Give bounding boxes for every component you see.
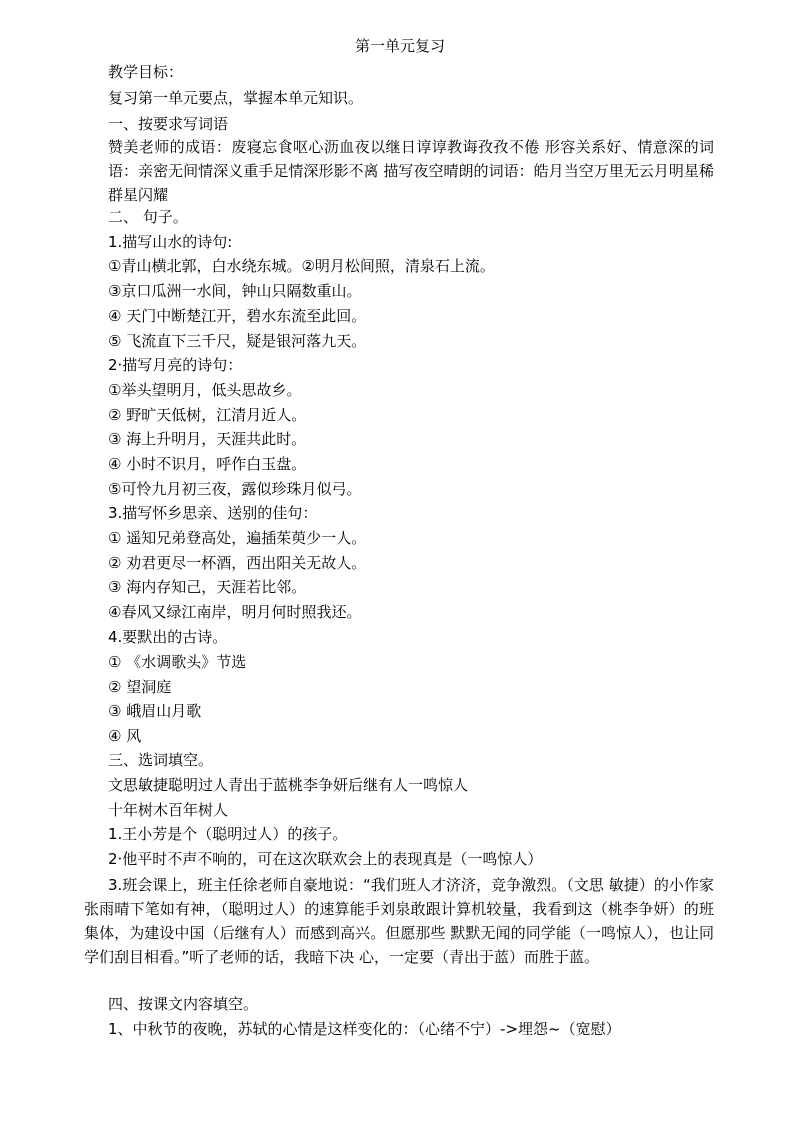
s2-1-item: ⑤ 飞流直下三千尺，疑是银河落九天。 (108, 332, 367, 350)
goal-heading: 教学目标： (108, 63, 184, 81)
section-3-heading: 三、选词填空。 (108, 751, 214, 769)
s3-question: 2·他平时不声不响的，可在这次联欢会上的表现真是（一鸣惊人） (108, 850, 543, 868)
s4-question: 1、中秋节的夜晚，苏轼的心情是这样变化的：（心绪不宁）->埋怨~（宽慰） (108, 1020, 621, 1038)
s2-2-item: ③ 海上升明月，天涯共此时。 (108, 430, 307, 448)
goal-text: 复习第一单元要点，掌握本单元知识。 (108, 89, 364, 107)
s2-1-item: ①青山横北郭，白水绕东城。②明月松间照，清泉石上流。 (108, 257, 495, 275)
s2-3-item: ② 劝君更尽一杯酒，西出阳关无故人。 (108, 554, 367, 572)
s3-word-bank: 文思敏捷聪明过人青出于蓝桃李争妍后继有人一鸣惊人 (108, 776, 469, 794)
s3-question: 3.班会课上，班主任徐老师自豪地说：“我们班人才济济，竞争激烈。（文思 敏捷）的小作家张雨晴下笔如有神，（聪明过人）的速算能手刘泉敢跟计算机较量，我看到这（桃李争妍）的班集体，为建设中国（后继有人）而感到高兴。但愿那些 默默无闻的同学能（一鸣惊人），也让同学们刮目相看。”听了老师的话，我暗下决 心，一定要（青出于蓝）而胜于蓝。 (84, 876, 714, 966)
page-title: 第一单元复习 (354, 37, 445, 55)
s2-2-item: ④ 小时不识月，呼作白玉盘。 (108, 455, 307, 473)
s2-1-heading: 1.描写山水的诗句: (108, 233, 233, 251)
s2-2-item: ⑤可怜九月初三夜，露似珍珠月似弓。 (108, 480, 362, 498)
s2-3-item: ③ 海内存知己，天涯若比邻。 (108, 578, 307, 596)
s2-1-item: ③京口瓜洲一水间，钟山只隔数重山。 (108, 282, 362, 300)
s2-2-item: ①举头望明月，低头思故乡。 (108, 381, 302, 399)
s3-question: 1.王小芳是个（聪明过人）的孩子。 (108, 825, 348, 843)
s2-2-heading: 2·描写月亮的诗句： (108, 356, 243, 374)
section-1-heading: 一、按要求写词语 (108, 115, 229, 133)
s2-4-item: ④ 风 (108, 727, 142, 745)
section-4-heading: 四、按课文内容填空。 (108, 995, 259, 1013)
s2-4-item: ③ 峨眉山月歌 (108, 702, 202, 720)
s2-3-item: ① 遥知兄弟登高处，遍插茱萸少一人。 (108, 529, 367, 547)
s2-2-item: ② 野旷天低树，江清月近人。 (108, 406, 307, 424)
s2-4-heading: 4.要默出的古诗。 (108, 628, 228, 646)
s2-4-item: ① 《水调歌头》节选 (108, 653, 247, 671)
s2-3-heading: 3.描写怀乡思亲、送别的佳句： (108, 504, 318, 522)
s2-1-item: ④ 天门中断楚江开，碧水东流至此回。 (108, 307, 367, 325)
s2-4-item: ② 望洞庭 (108, 678, 172, 696)
section-1-content: 赞美老师的成语：废寝忘食呕心沥血夜以继日谆谆教诲孜孜不倦 形容关系好、情意深的词语：亲密无间情深义重手足情深形影不离 描写夜空晴朗的词语：皓月当空万里无云月明星稀群星闪耀 (108, 138, 714, 204)
s3-word-bank: 十年树木百年树人 (108, 801, 229, 819)
s2-3-item: ④春风又绿江南岸，明月何时照我还。 (108, 603, 362, 621)
section-2-heading: 二、 句子。 (108, 208, 188, 226)
